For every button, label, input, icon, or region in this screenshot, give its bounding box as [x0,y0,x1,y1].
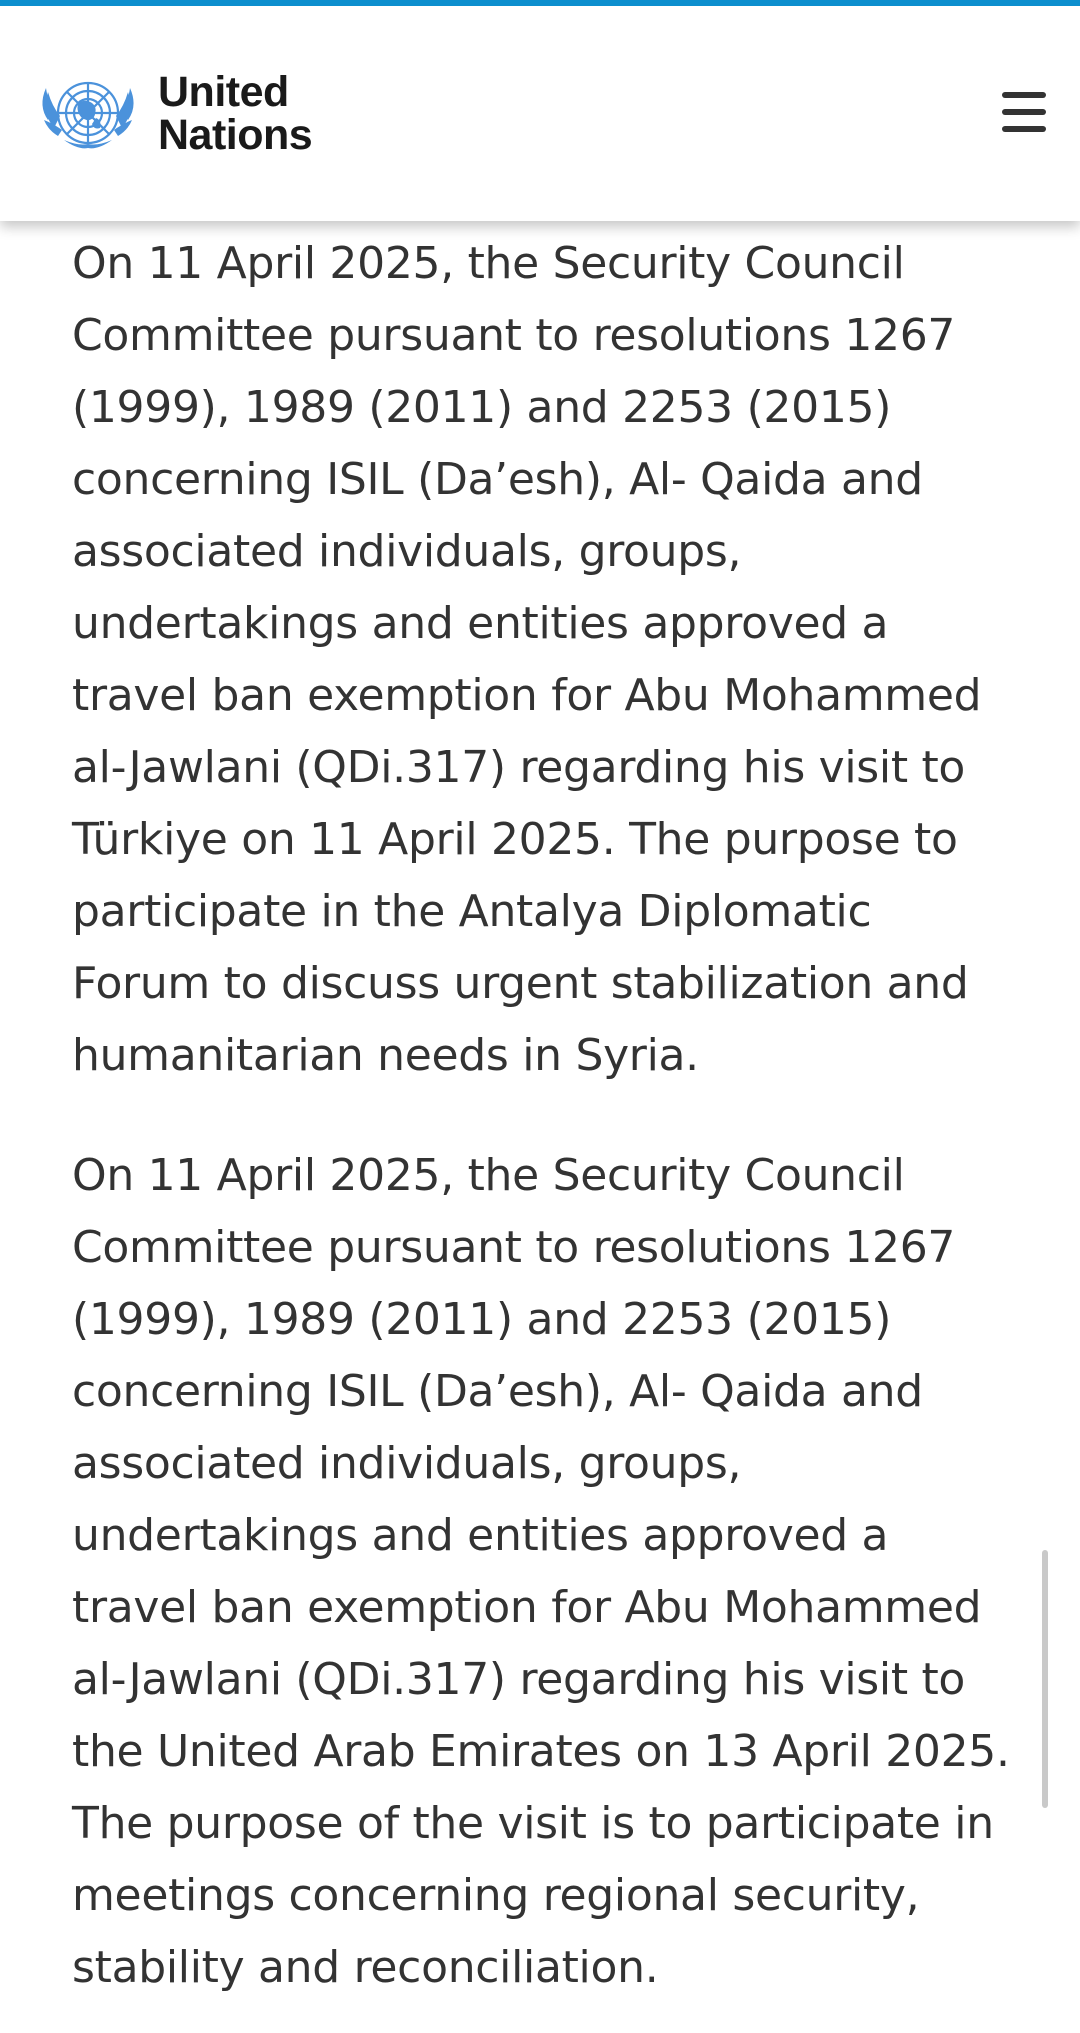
scrollbar-thumb[interactable] [1042,1550,1048,1808]
article-paragraph-uae: On 11 April 2025, the Security Council Committee pursuant to resolutions 1267 (1999), 1989 (2011) and 2253 (2015) concerning ISIL (Da’esh), Al- Qaida and associated individuals, groups, undertakings and entities approved a travel ban exemption for Abu Mohammed al-Jawlani (QDi.317) regarding his visit to the United Arab Emirates on 13 April 2025. The purpose of the visit is to participate in meetings concerning regional security, stability and reconciliation. [72,1150,1010,1993]
article-paragraph-turkiye: On 11 April 2025, the Security Council Committee pursuant to resolutions 1267 (1999), 1989 (2011) and 2253 (2015) concerning ISIL (Da’esh), Al- Qaida and associated individuals, groups, undertakings and entities approved a travel ban exemption for Abu Mohammed al-Jawlani (QDi.317) regarding his visit to Türkiye on 11 April 2025. The purpose to participate in the Antalya Diplomatic Forum to discuss urgent stabilization and humanitarian needs in Syria. [72,238,982,1081]
hamburger-bar-middle [1002,109,1046,115]
un-logo-link[interactable] [34,70,312,158]
hamburger-bar-bottom [1002,126,1046,132]
site-header [0,0,1080,221]
article-body [72,228,1012,2033]
un-wordmark [158,68,313,159]
top-accent-bar [0,0,1080,6]
un-emblem-icon [34,70,142,158]
hamburger-menu-icon [1002,92,1046,98]
logo-line-united: United [158,68,289,116]
logo-line-nations: Nations [158,111,313,159]
menu-button[interactable] [1002,92,1046,132]
